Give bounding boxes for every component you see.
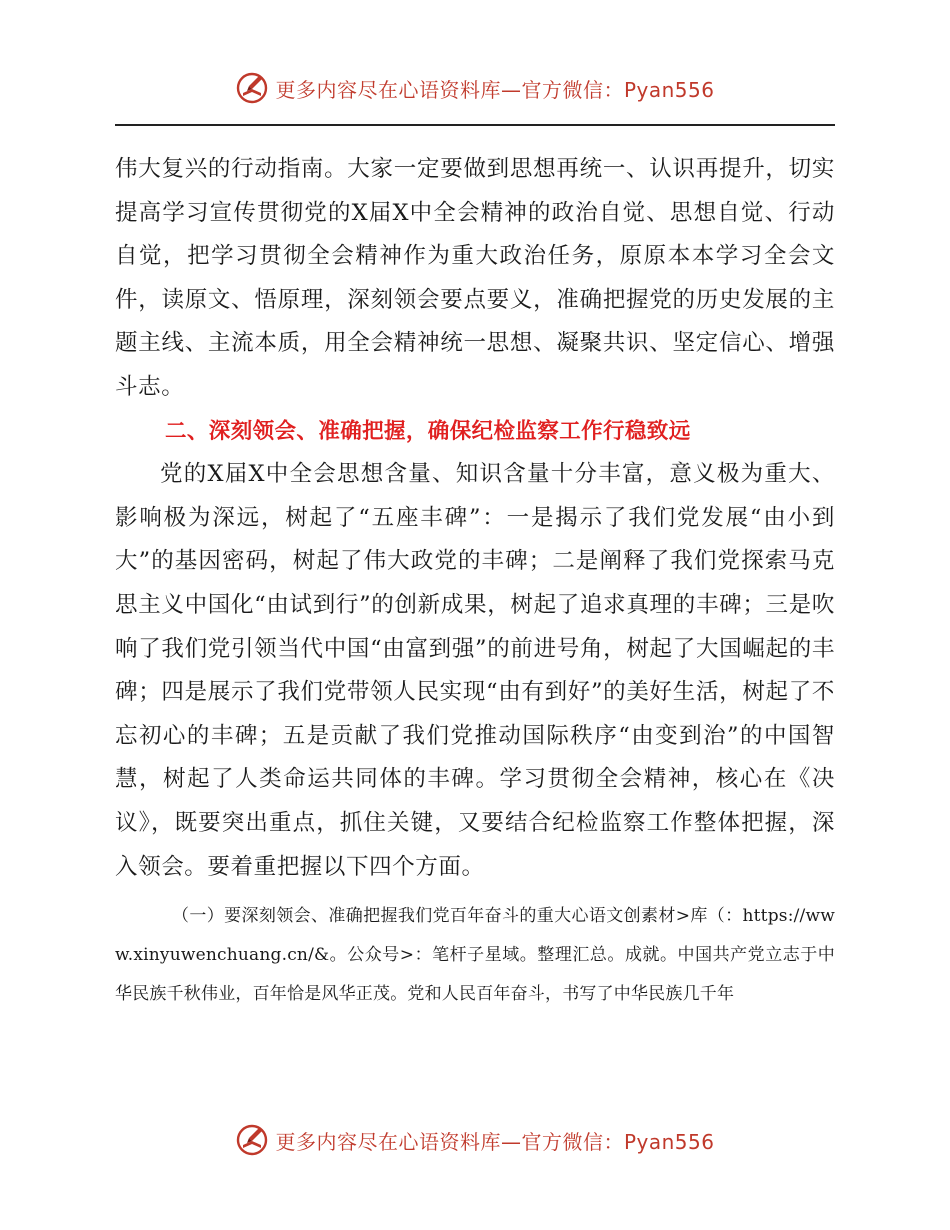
section-heading: 二、深刻领会、准确把握，确保纪检监察工作行稳致远 [165,418,691,444]
header-banner-text: 更多内容尽在心语资料库—官方微信：Pyan556 [275,77,715,102]
page-header-banner [0,68,950,108]
header-divider [115,124,835,126]
book-pen-logo-icon [235,1123,269,1157]
document-body [115,148,835,1014]
footer-banner-text: 更多内容尽在心语资料库—官方微信：Pyan556 [275,1129,715,1154]
paragraph-continuation: 伟大复兴的行动指南。大家一定要做到思想再统一、认识再提升，切实提高学习宣传贯彻党的X届X中全会精神的政治自觉、思想自觉、行动自觉，把学习贯彻全会精神作为重大政治任务，原原本本学习全会文件，读原文、悟原理，深刻领会要点要义，准确把握党的历史发展的主题主线、主流本质，用全会精神统一思想、凝聚共识、坚定信心、增强斗志。 [115,156,835,400]
book-pen-logo-icon [235,71,269,105]
page-footer-banner [0,1120,950,1160]
paragraph-five-monuments: 党的X届X中全会思想含量、知识含量十分丰富，意义极为重大、影响极为深远，树起了“五座丰碑”：一是揭示了我们党发展“由小到大”的基因密码，树起了伟大政党的丰碑；二是阐释了我们党探索马克思主义中国化“由试到行”的创新成果，树起了追求真理的丰碑；三是吹响了我们党引领当代中国“由富到强”的前进号角，树起了大国崛起的丰碑；四是展示了我们党带领人民实现“由有到好”的美好生活，树起了不忘初心的丰碑；五是贡献了我们党推动国际秩序“由变到治”的中国智慧，树起了人类命运共同体的丰碑。学习贯彻全会精神，核心在《决议》，既要突出重点，抓住关键，又要结合纪检监察工作整体把握，深入领会。要着重把握以下四个方面。 [115,461,835,880]
paragraph-subsection-one: （一）要深刻领会、准确把握我们党百年奋斗的重大心语文创素材>库（：https://www.xinyuwenchuang.cn/&。公众号>：笔杆子星域。整理汇总。成就。中国共产党立志于中华民族千秋伟业，百年恰是风华正茂。党和人民百年奋斗，书写了中华民族几千年 [115,906,835,1005]
